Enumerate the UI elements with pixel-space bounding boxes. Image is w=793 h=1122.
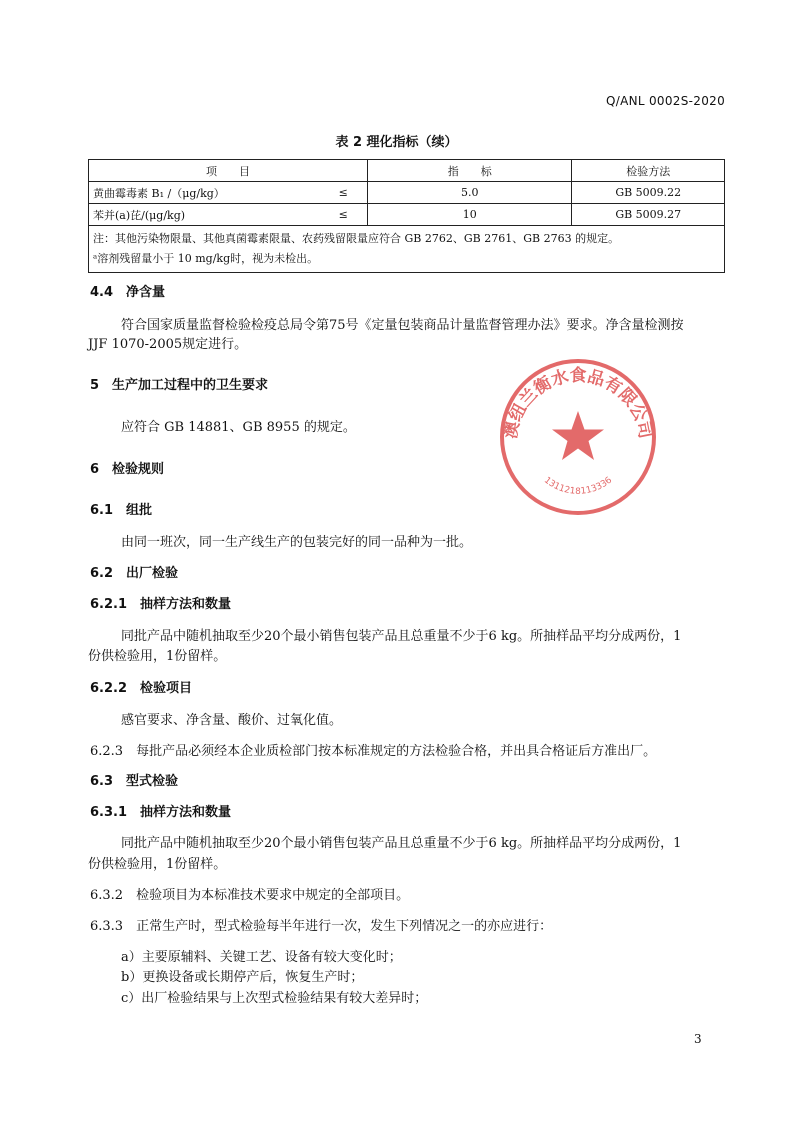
section-4-4-paragraph-line2: JJF 1070-2005规定进行。 (88, 337, 248, 352)
seal-org-name: 澳纽兰衡水食品有限公司 (500, 366, 656, 441)
section-6-2-1-paragraph-line2: 份供检验用，1份留样。 (88, 649, 227, 664)
row-indicator: 5.0 (367, 182, 572, 204)
section-6-2-1-paragraph-line1: 同批产品中随机抽取至少20个最小销售包装产品且总重量不少于6 kg。所抽样品平均分成两份，1 (121, 629, 682, 644)
row-item: 苯并(a)芘/(μg/kg) (89, 204, 320, 226)
header-indicator: 指 标 (367, 160, 572, 182)
list-item-a: a）主要原辅料、关键工艺、设备有较大变化时； (121, 950, 402, 965)
section-5-title: 5 生产加工过程中的卫生要求 (90, 378, 269, 393)
section-4-4-title: 4.4 净含量 (90, 285, 166, 300)
table-row (89, 204, 725, 226)
seal-code: 1311218113336 (541, 475, 615, 497)
section-6-3-1-paragraph-line2: 份供检验用，1份留样。 (88, 857, 227, 872)
table-header-row (89, 160, 725, 182)
header-method: 检验方法 (572, 160, 725, 182)
section-6-2-2-paragraph: 感官要求、净含量、酸价、过氧化值。 (121, 713, 343, 728)
table-footnote: ᵃ溶剂残留量小于 10 mg/kg时，视为未检出。 (93, 252, 319, 265)
table-note: 注：其他污染物限量、其他真菌霉素限量、农药残留限量应符合 GB 2762、GB 2761、GB 2763 的规定。 (93, 232, 620, 245)
table-caption: 表 2 理化指标（续） (335, 135, 458, 150)
section-6-3-title: 6.3 型式检验 (90, 774, 179, 789)
table-row (89, 182, 725, 204)
spec-table (88, 159, 725, 273)
document-number: Q/ANL 0002S-2020 (606, 94, 725, 108)
row-item: 黄曲霉毒素 B₁ /（μg/kg） (89, 182, 320, 204)
row-method: GB 5009.27 (572, 204, 725, 226)
row-operator: ≤ (319, 204, 367, 226)
header-item: 项 目 (89, 160, 368, 182)
row-indicator: 10 (367, 204, 572, 226)
section-6-2-1-title: 6.2.1 抽样方法和数量 (90, 597, 232, 612)
section-6-1-paragraph: 由同一班次，同一生产线生产的包装完好的同一品种为一批。 (121, 535, 473, 550)
page-number: 3 (694, 1032, 702, 1046)
list-item-b: b）更换设备或长期停产后，恢复生产时； (121, 970, 364, 985)
section-6-3-3: 6.3.3 正常生产时，型式检验每半年进行一次，发生下列情况之一的亦应进行： (90, 919, 553, 934)
row-method: GB 5009.22 (572, 182, 725, 204)
section-6-1-title: 6.1 组批 (90, 503, 153, 518)
list-item-c: c）出厂检验结果与上次型式检验结果有较大差异时； (121, 991, 428, 1006)
section-6-2-3: 6.2.3 每批产品必须经本企业质检部门按本标准规定的方法检验合格，并出具合格证后方准出厂。 (90, 744, 657, 759)
row-operator: ≤ (319, 182, 367, 204)
seal-star-icon (552, 411, 604, 460)
section-6-2-2-title: 6.2.2 检验项目 (90, 681, 193, 696)
section-4-4-paragraph-line1: 符合国家质量监督检验检疫总局令第75号《定量包装商品计量监督管理办法》要求。净含量检测按 (121, 318, 684, 333)
section-6-3-1-title: 6.3.1 抽样方法和数量 (90, 805, 232, 820)
table-notes-row (89, 226, 725, 273)
section-5-paragraph: 应符合 GB 14881、GB 8955 的规定。 (121, 420, 356, 435)
section-6-3-2: 6.3.2 检验项目为本标准技术要求中规定的全部项目。 (90, 888, 410, 903)
section-6-3-1-paragraph-line1: 同批产品中随机抽取至少20个最小销售包装产品且总重量不少于6 kg。所抽样品平均分成两份，1 (121, 836, 682, 851)
section-6-title: 6 检验规则 (90, 462, 165, 477)
section-6-2-title: 6.2 出厂检验 (90, 566, 179, 581)
company-seal (498, 357, 658, 517)
